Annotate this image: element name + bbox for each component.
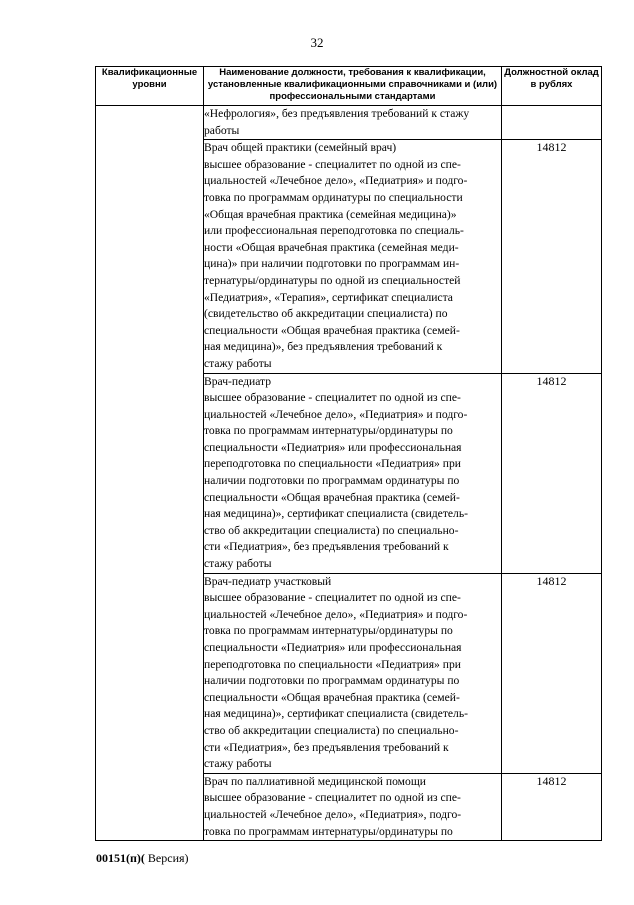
footer-code: 00151(п)( bbox=[96, 851, 145, 865]
description-line: циальностей «Лечебное дело», «Педиатрия», подго- bbox=[204, 807, 462, 821]
position-description bbox=[204, 373, 502, 573]
description-line: высшее образование - специалитет по одной из спе- bbox=[204, 791, 461, 805]
description-line: циальностей «Лечебное дело», «Педиатрия» и подго- bbox=[204, 407, 468, 421]
description-line: ство об аккредитации специалиста) по специально- bbox=[204, 723, 459, 737]
description-line: сти «Педиатрия», без предъявления требований к bbox=[204, 740, 449, 754]
description-line: стажу работы bbox=[204, 557, 272, 571]
description-line: «Общая врачебная практика (семейная медицина)» bbox=[204, 207, 457, 221]
salary-value bbox=[502, 106, 602, 140]
description-line: высшее образование - специалитет по одной из спе- bbox=[204, 391, 461, 405]
salary-value: 14812 bbox=[502, 140, 602, 373]
header-salary: Должностной оклад в рублях bbox=[502, 67, 602, 106]
description-line: Врач по паллиативной медицинской помощи bbox=[204, 774, 426, 788]
description-line: «Педиатрия», «Терапия», сертификат специалиста bbox=[204, 290, 453, 304]
description-line: ности «Общая врачебная практика (семейная меди- bbox=[204, 240, 459, 254]
salary-value: 14812 bbox=[502, 573, 602, 773]
description-line: работы bbox=[204, 123, 240, 137]
description-line: ство об аккредитации специалиста) по специально- bbox=[204, 523, 459, 537]
description-line: высшее образование - специалитет по одной из спе- bbox=[204, 591, 461, 605]
description-line: или профессиональная переподготовка по специаль- bbox=[204, 224, 464, 238]
table-body bbox=[96, 106, 602, 841]
description-line: стажу работы bbox=[204, 356, 272, 370]
description-line: наличии подготовки по программам ординатуры по bbox=[204, 674, 460, 688]
qualification-table bbox=[95, 66, 602, 841]
description-line: ная медицина)», без предъявления требований к bbox=[204, 340, 443, 354]
description-line: «Нефрология», без предъявления требований к стажу bbox=[204, 107, 470, 120]
description-line: товка по программам интернатуры/ординатуры по bbox=[204, 624, 453, 638]
description-line: переподготовка по специальности «Педиатрия» при bbox=[204, 657, 461, 671]
table-header-row bbox=[96, 67, 602, 106]
qualification-level-cell bbox=[96, 106, 204, 841]
description-line: стажу работы bbox=[204, 757, 272, 771]
position-description bbox=[204, 106, 502, 140]
description-line: Врач-педиатр участковый bbox=[204, 574, 332, 588]
description-line: сти «Педиатрия», без предъявления требований к bbox=[204, 540, 449, 554]
description-line: ная медицина)», сертификат специалиста (свидетель- bbox=[204, 707, 468, 721]
header-qualification-levels: Квалификационные уровни bbox=[96, 67, 204, 106]
description-line: высшее образование - специалитет по одной из спе- bbox=[204, 157, 461, 171]
description-line: циальностей «Лечебное дело», «Педиатрия» и подго- bbox=[204, 607, 468, 621]
document-footer bbox=[96, 851, 189, 866]
description-line: специальности «Общая врачебная практика (семей- bbox=[204, 690, 460, 704]
description-line: циальностей «Лечебное дело», «Педиатрия» и подго- bbox=[204, 174, 468, 188]
position-description bbox=[204, 140, 502, 373]
description-line: товка по программам интернатуры/ординатуры по bbox=[204, 424, 453, 438]
description-line: товка по программам ординатуры по специальности bbox=[204, 190, 463, 204]
description-line: товка по программам интернатуры/ординатуры по bbox=[204, 824, 453, 838]
description-line: наличии подготовки по программам ординатуры по bbox=[204, 474, 460, 488]
description-line: Врач общей практики (семейный врач) bbox=[204, 141, 397, 155]
description-line: специальности «Общая врачебная практика (семей- bbox=[204, 323, 460, 337]
description-line: тернатуры/ординатуры по одной из специальностей bbox=[204, 273, 461, 287]
salary-value: 14812 bbox=[502, 373, 602, 573]
footer-version: Версия) bbox=[144, 851, 189, 865]
description-line: специальности «Общая врачебная практика (семей- bbox=[204, 490, 460, 504]
page-number: 32 bbox=[310, 35, 324, 50]
description-line: специальности «Педиатрия» или профессиональная bbox=[204, 641, 462, 654]
description-line: переподготовка по специальности «Педиатрия» при bbox=[204, 457, 461, 471]
description-line: специальности «Педиатрия» или профессиональная bbox=[204, 440, 462, 454]
header-position-requirements: Наименование должности, требования к квалификации, установленные квалификационными справочниками и (или) профессиональными стандартами bbox=[204, 67, 502, 106]
position-description bbox=[204, 773, 502, 840]
description-line: Врач-педиатр bbox=[204, 374, 272, 388]
description-line: ная медицина)», сертификат специалиста (свидетель- bbox=[204, 507, 468, 521]
position-description bbox=[204, 573, 502, 773]
description-line: цина)» при наличии подготовки по программам ин- bbox=[204, 257, 460, 271]
table-row bbox=[96, 106, 602, 140]
description-line: (свидетельство об аккредитации специалиста) по bbox=[204, 307, 448, 321]
salary-value: 14812 bbox=[502, 773, 602, 840]
